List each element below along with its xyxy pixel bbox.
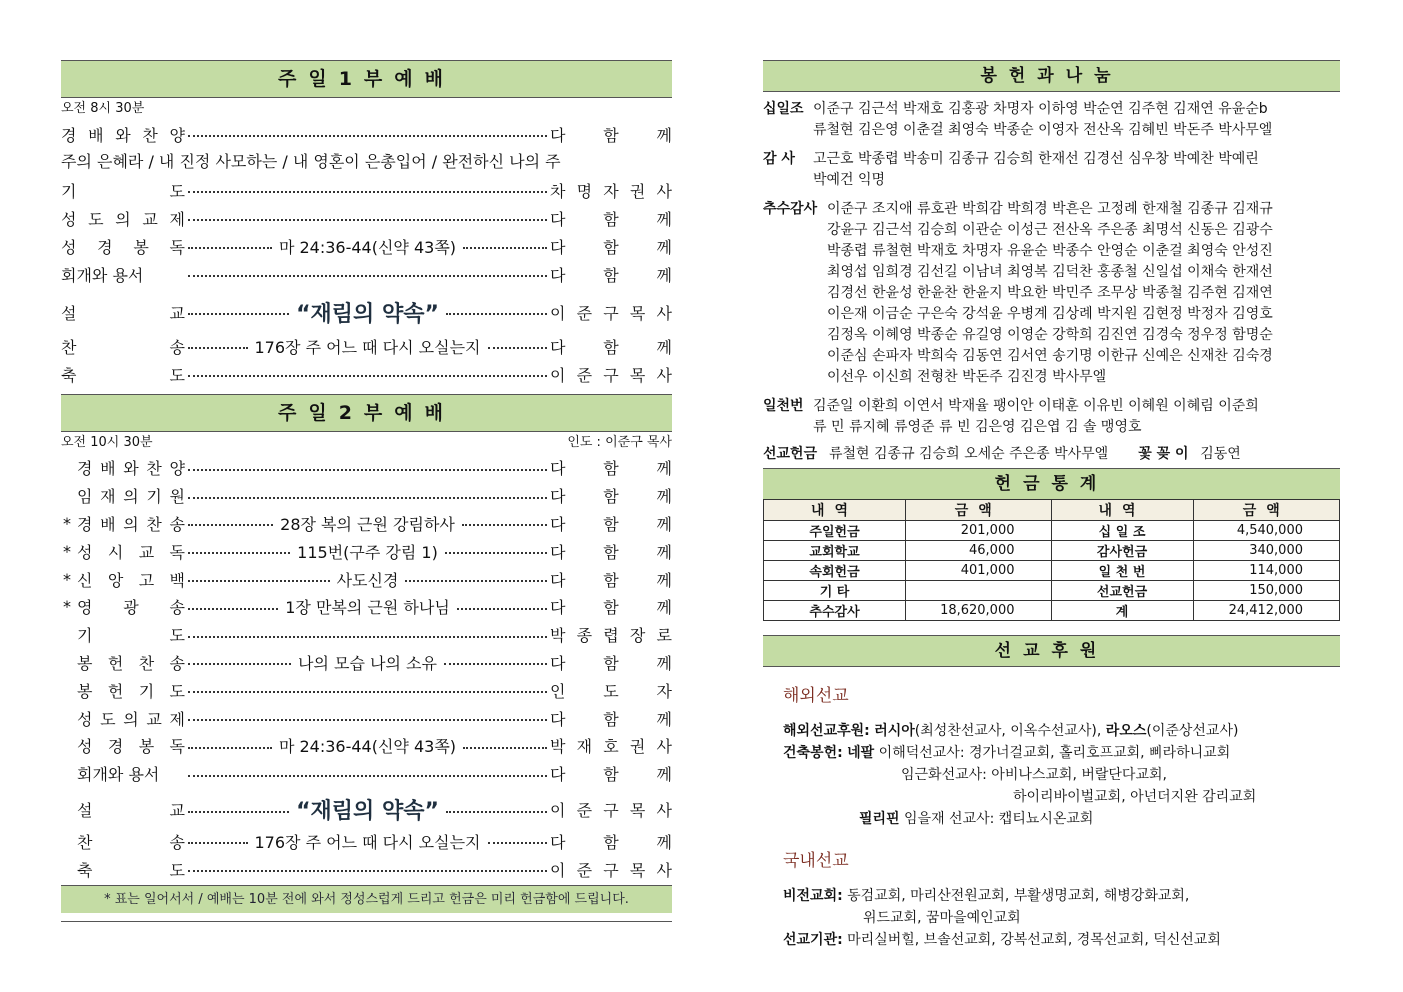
russia: 러시아 (874, 723, 915, 739)
leader-dots (444, 663, 547, 665)
thousand-row-2 (763, 417, 1340, 438)
service1-items-top (61, 120, 672, 148)
leader-dots (188, 375, 547, 377)
order-row (61, 454, 672, 482)
domestic-title: 국내선교 (783, 851, 849, 871)
stand-marker: * (63, 513, 71, 533)
flower-name: 김동연 (1200, 446, 1241, 462)
order-leader: 차 명 자 권 사 (550, 181, 672, 201)
leader-dots (446, 811, 547, 813)
order-label: 축 도 (77, 860, 185, 880)
leader-dots (457, 608, 547, 610)
order-row (61, 482, 672, 510)
order-label: 찬 송 (77, 832, 185, 852)
harvest-names (827, 199, 1340, 388)
finance-col-header: 내역 (764, 500, 906, 521)
finance-item: 속회헌금 (764, 561, 906, 581)
order-detail: 115번(구주 강림 1) (297, 542, 438, 562)
leader-dots (188, 135, 547, 137)
order-detail: 사도신경 (336, 570, 399, 590)
leader-dots (188, 636, 547, 638)
finance-row (764, 581, 1340, 601)
finance-col-header: 내역 (1051, 500, 1193, 521)
order-label: 임 재 의 기 원 (77, 487, 185, 507)
order-row (61, 732, 672, 760)
mission-org-row (783, 929, 1340, 951)
philippines-detail: 임을재 선교사: 캡티뇨시온교회 (904, 811, 1094, 827)
order-leader: 이 준 구 목 사 (550, 801, 672, 821)
finance-amount: 4,540,000 (1193, 521, 1339, 541)
order-detail: “재림의 약속” (296, 301, 439, 327)
offering-list (763, 99, 1340, 465)
harvest-names-line: 강윤구 김근석 김승희 이관순 이성근 전산옥 주은종 최명석 신동은 김광수 (827, 222, 1273, 238)
philippines-row (783, 808, 1340, 830)
harvest-label: 추수감사 (763, 201, 818, 217)
finance-amount: 201,000 (906, 521, 1051, 541)
finance-row (764, 541, 1340, 561)
overseas-support-label: 해외선교후원: (783, 723, 870, 739)
leader-dots (188, 842, 248, 844)
mission-offering-label: 선교헌금 (763, 446, 818, 462)
order-label: 봉 헌 찬 송 (77, 653, 185, 673)
order-label: 찬 송 (61, 337, 185, 357)
stand-marker: * (63, 541, 71, 561)
service2-time: 오전 10시 30분 (61, 435, 153, 450)
leader-dots (188, 219, 547, 221)
order-label: 성 경 봉 독 (61, 237, 185, 257)
order-detail: 나의 모습 나의 소유 (298, 653, 437, 673)
finance-item: 기 타 (764, 581, 906, 601)
service1-time-row (61, 98, 672, 120)
harvest-row (763, 199, 1340, 388)
order-label: 신 앙 고 백 (77, 570, 185, 590)
service2-time-row (61, 432, 672, 454)
order-detail: 176장 주 어느 때 다시 오실는지 (254, 337, 481, 357)
order-leader: 다 함 께 (550, 337, 672, 357)
leader-dots (188, 691, 547, 693)
finance-row (764, 521, 1340, 541)
harvest-names-line: 김정옥 이혜영 박종순 유길영 이영순 강학희 김진연 김경숙 정우정 함명순 (827, 327, 1273, 343)
order-leader: 다 함 께 (550, 487, 672, 507)
leader-dots (188, 191, 547, 193)
service1-time: 오전 8시 30분 (61, 101, 145, 116)
order-label: 경 배 의 찬 송 (77, 514, 185, 534)
order-row (61, 120, 672, 148)
mission-offering-names: 류철현 김종규 김승희 오세순 주은종 박사무엘 (829, 446, 1109, 462)
leader-dots (488, 842, 548, 844)
order-detail: 마 24:36-44(신약 43쪽) (278, 237, 457, 257)
finance-row (764, 561, 1340, 581)
order-row (61, 621, 672, 649)
harvest-names-line: 이준심 손파자 박희숙 김동연 김서연 송기명 이한규 신예은 신재찬 김숙경 (827, 348, 1273, 364)
leader-dots (188, 524, 273, 526)
order-row (61, 510, 672, 538)
mission-org-list: 마리실버힐, 브솔선교회, 강복선교회, 경목선교회, 덕신선교회 (847, 932, 1221, 948)
finance-amount (906, 581, 1051, 601)
right-column (763, 60, 1340, 951)
order-row (61, 332, 672, 360)
harvest-names-line: 이선우 이신희 전형찬 박돈주 김진경 박사무엘 (827, 369, 1107, 385)
laos-detail: (이준상선교사) (1146, 723, 1239, 739)
order-leader: 이 준 구 목 사 (550, 860, 672, 880)
order-leader: 다 함 께 (550, 265, 672, 285)
finance-col-header: 금액 (906, 500, 1051, 521)
leader-dots (188, 719, 547, 721)
order-leader: 다 함 께 (550, 832, 672, 852)
order-leader: 다 함 께 (550, 598, 673, 618)
service1-items-bottom (61, 176, 672, 388)
missions-header: 선교후원 (763, 635, 1340, 667)
order-leader: 다 함 께 (550, 459, 672, 479)
service2-note: * 표는 일어서서 / 예배는 10분 전에 와서 정성스럽게 드리고 헌금은 미리 헌금함에 드립니다. (61, 885, 672, 913)
order-leader: 다 함 께 (550, 653, 672, 673)
finance-amount: 150,000 (1193, 581, 1339, 601)
mission-offering-row (763, 444, 1340, 465)
service2-items (61, 454, 672, 883)
harvest-names-line: 김경선 한윤성 한윤찬 한윤지 박요한 박민주 조무상 박종철 김주현 김재연 (827, 285, 1273, 301)
leader-dots (445, 552, 547, 554)
order-row (61, 760, 672, 788)
order-label: 성 경 봉 독 (77, 737, 185, 757)
order-leader: 다 함 께 (550, 514, 673, 534)
service1-header: 주일1부예배 (61, 60, 672, 98)
thanks-label: 감 사 (763, 151, 795, 167)
order-row (61, 704, 672, 732)
russia-detail: (최성찬선교사, 이옥수선교사), (914, 723, 1102, 739)
thousand-row (763, 396, 1340, 417)
leader-dots (462, 524, 547, 526)
order-row (61, 828, 672, 856)
order-row (61, 593, 672, 621)
order-row (61, 649, 672, 677)
leader-dots (405, 580, 547, 582)
finance-item: 선교헌금 (1051, 581, 1193, 601)
thousand-names-2: 류 민 류지혜 류영준 류 빈 김은영 김은엽 김 솔 맹영호 (813, 419, 1142, 435)
leader-dots (188, 747, 272, 749)
leader-dots (188, 775, 547, 777)
order-label: 설 교 (61, 303, 185, 323)
order-row (61, 537, 672, 565)
leader-dots (188, 247, 272, 249)
service1-song-line: 주의 은혜라 / 내 진정 사모하는 / 내 영혼이 은총입어 / 완전하신 나의 주 (61, 152, 561, 171)
finance-amount: 114,000 (1193, 561, 1339, 581)
stand-marker: * (63, 597, 71, 617)
leader-dots (446, 313, 547, 315)
mission-org-label: 선교기관: (783, 932, 843, 948)
nepal-line-1: 이해덕선교사: 경가너걸교회, 홀리호프교회, 삐라하니교회 (878, 745, 1231, 761)
overseas-list (783, 720, 1340, 830)
order-label: 봉 헌 기 도 (77, 681, 185, 701)
order-label: 성 도 의 교 제 (77, 709, 185, 729)
order-leader: 인 도 자 (550, 681, 672, 701)
finance-amount: 46,000 (906, 541, 1051, 561)
order-row (61, 676, 672, 704)
nepal-line-3: 하이리바이벌교회, 아넌더지완 감리교회 (1013, 789, 1257, 805)
order-leader: 이 준 구 목 사 (550, 365, 672, 385)
finance-header: 헌금통계 (763, 468, 1340, 499)
order-detail: 1장 만복의 근원 하나님 (285, 598, 450, 618)
thanks-names-2: 박예건 익명 (813, 172, 886, 188)
order-row (61, 176, 672, 204)
tithe-label: 십일조 (763, 101, 804, 117)
vision-church-line-2: 위드교회, 꿈마을예인교회 (863, 910, 1021, 926)
leader-dots (188, 347, 248, 349)
leader-dots (463, 247, 547, 249)
flower-label: 꽃 꽂 이 (1138, 446, 1189, 462)
service2-header: 주일2부예배 (61, 394, 672, 432)
finance-col-header: 금액 (1193, 500, 1339, 521)
harvest-names-line: 이은재 이금순 구은숙 강석윤 우병계 김상례 박지원 김현정 박정자 김영호 (827, 306, 1273, 322)
order-label: 경 배 와 찬 양 (77, 459, 185, 479)
leader-dots (463, 747, 547, 749)
service2-leader: 인도 : 이준구 목사 (567, 435, 672, 450)
finance-row (764, 601, 1340, 621)
order-leader: 다 함 께 (550, 570, 673, 590)
order-label: 경 배 와 찬 양 (61, 125, 185, 145)
leader-dots (188, 663, 291, 665)
order-row (61, 260, 672, 288)
finance-item: 추수감사 (764, 601, 906, 621)
order-detail: 28장 복의 근원 강림하사 (280, 514, 455, 534)
harvest-names-line: 박종렵 류철현 박재호 차명자 유윤순 박종수 안영순 이춘걸 최영숙 안성진 (827, 243, 1273, 259)
finance-item: 감사헌금 (1051, 541, 1193, 561)
vision-church-label: 비전교회: (783, 888, 843, 904)
finance-amount: 18,620,000 (906, 601, 1051, 621)
vision-church-row (783, 885, 1340, 907)
order-row (61, 792, 672, 828)
leader-dots (188, 608, 278, 610)
tithe-row-2 (763, 120, 1340, 141)
offering-header: 봉헌과나눔 (763, 60, 1340, 92)
order-detail: 마 24:36-44(신약 43쪽) (278, 737, 457, 757)
finance-amount: 340,000 (1193, 541, 1339, 561)
philippines: 필리핀 (859, 811, 900, 827)
leader-dots (188, 552, 290, 554)
domestic-list (783, 885, 1340, 951)
order-leader: 다 함 께 (550, 542, 672, 562)
order-row (61, 204, 672, 232)
nepal-line-2: 임근화선교사: 아비나스교회, 버랄단다교회, (901, 767, 1167, 783)
leader-dots (188, 870, 547, 872)
order-row (61, 232, 672, 260)
building-label: 건축봉헌: (783, 745, 843, 761)
thanks-row-2 (763, 170, 1340, 191)
order-detail: “재림의 약속” (296, 799, 439, 825)
finance-item: 십 일 조 (1051, 521, 1193, 541)
leader-dots (188, 313, 289, 315)
tithe-row (763, 99, 1340, 120)
leader-dots (488, 347, 548, 349)
finance-table-header (764, 500, 1340, 521)
finance-amount: 401,000 (906, 561, 1051, 581)
finance-item: 일 천 번 (1051, 561, 1193, 581)
tithe-names-2: 류철현 김은영 이춘걸 최영숙 박종순 이영자 전산옥 김혜빈 박돈주 박사무엘 (813, 122, 1273, 138)
leader-dots (188, 469, 547, 471)
footer-divider (61, 921, 672, 922)
order-label: 회개와 용서 (77, 765, 160, 785)
finance-item: 주일헌금 (764, 521, 906, 541)
order-label: 설 교 (77, 801, 185, 821)
order-label: 회개와 용서 (61, 265, 144, 285)
thousand-label: 일천번 (763, 398, 804, 414)
order-row (61, 360, 672, 388)
order-leader: 다 함 께 (550, 709, 672, 729)
order-leader: 박 종 렵 장 로 (550, 626, 672, 646)
thanks-names-1: 고근호 박종렵 박송미 김종규 김승희 한재선 김경선 심우창 박예찬 박예린 (813, 151, 1259, 167)
overseas-support-row (783, 720, 1340, 742)
order-label: 기 도 (61, 181, 185, 201)
order-row (61, 855, 672, 883)
thousand-names-1: 김준일 이환희 이연서 박재율 팽이안 이태훈 이유빈 이혜원 이혜림 이준희 (813, 398, 1259, 414)
building-row (783, 742, 1340, 764)
left-column (61, 60, 672, 922)
thanks-row (763, 149, 1340, 170)
tithe-names-1: 이준구 김근석 박재호 김홍광 차명자 이하영 박순연 김주현 김재연 유윤순b (813, 101, 1268, 117)
order-label: 영 광 송 (77, 598, 185, 618)
order-label: 축 도 (61, 365, 185, 385)
order-leader: 다 함 께 (550, 765, 672, 785)
nepal: 네팔 (847, 745, 875, 761)
order-label: 성 도 의 교 제 (61, 209, 185, 229)
order-row (61, 565, 672, 593)
order-leader: 다 함 께 (550, 237, 672, 257)
leader-dots (188, 580, 330, 582)
finance-item: 교회학교 (764, 541, 906, 561)
harvest-names-line: 이준구 조지애 류호관 박희감 박희경 박흔은 고정례 한재철 김종규 김재규 (827, 201, 1273, 217)
order-label: 성 시 교 독 (77, 542, 185, 562)
harvest-names-line: 최영섭 임희경 김선길 이남녀 최영복 김덕찬 홍종철 신일섭 이채숙 한재선 (827, 264, 1273, 280)
overseas-title: 해외선교 (783, 686, 849, 706)
finance-table (763, 499, 1340, 621)
order-label: 기 도 (77, 626, 185, 646)
leader-dots (188, 497, 547, 499)
vision-church-line-1: 동검교회, 마리산전원교회, 부활생명교회, 해병강화교회, (847, 888, 1190, 904)
order-leader: 박 재 호 권 사 (550, 737, 672, 757)
finance-item: 계 (1051, 601, 1193, 621)
order-leader: 다 함 께 (550, 125, 672, 145)
finance-amount: 24,412,000 (1193, 601, 1339, 621)
stand-marker: * (63, 569, 71, 589)
laos: 라오스 (1105, 723, 1147, 739)
leader-dots (188, 811, 289, 813)
leader-dots (188, 275, 547, 277)
order-leader: 이 준 구 목 사 (550, 303, 672, 323)
order-detail: 176장 주 어느 때 다시 오실는지 (254, 832, 481, 852)
order-leader: 다 함 께 (550, 209, 672, 229)
order-row (61, 292, 672, 332)
